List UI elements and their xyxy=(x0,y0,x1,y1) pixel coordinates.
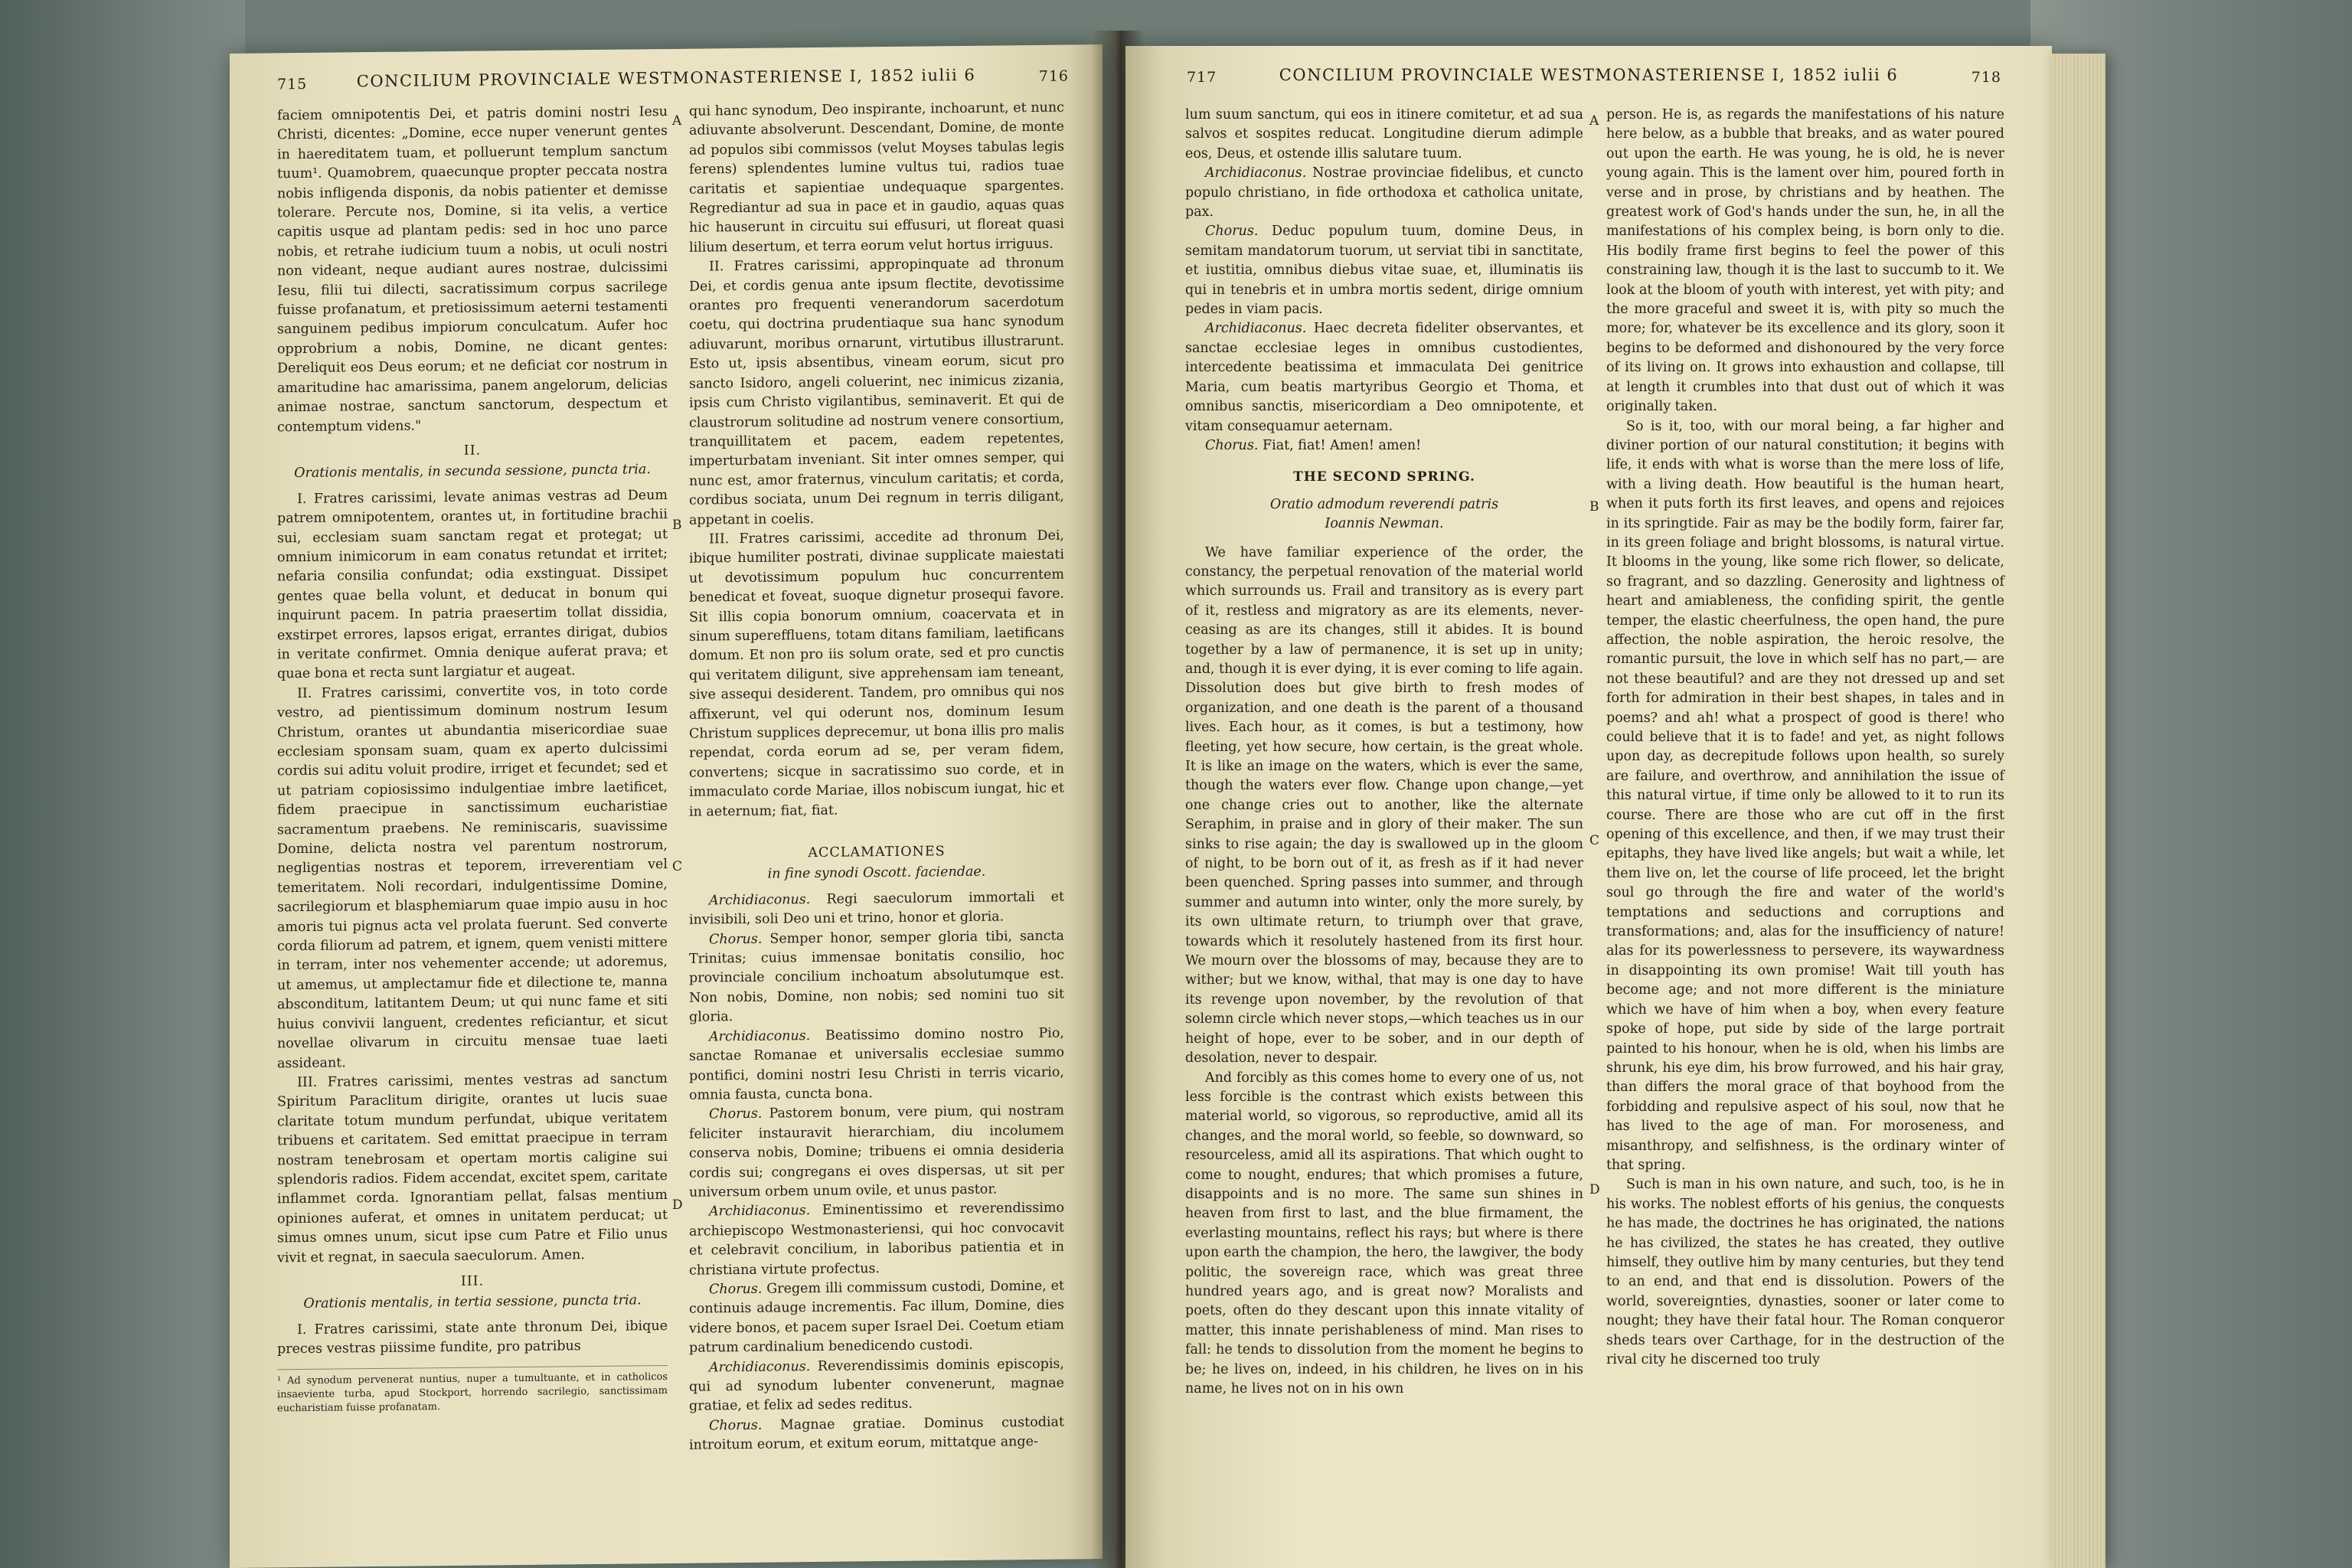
acclamation-text: Semper honor, semper gloria tibi, sancta Trinitas; cuius immensae bonitatis consilio, hoc provinciale concilium inchoatum absolutumque est. Non nobis, Domine, non nobis; sed nomini tuo sit gloria. xyxy=(689,928,1064,1025)
paragraph: I. Fratres carissimi, levate animas vestras ad Deum patrem omnipotentem, orantes ut, in fortitudine brachii sui, ecclesiam suam sanctam regat et protegat; ut omnium inimicorum in eam conatus retundat et irritet; nefaria consilia confundat; odia exstinguat. Dissipet gentes quae bella volunt, et deducat in bonum qui inquirunt pacem. In patria praesertim tollat dissidia, exstirpet errores, lapsos erigat, errantes dirigat, dubios in veritate confirmet. Omnia denique auferat prava; et quae bona et recta sunt largiatur et augeat. xyxy=(277,487,668,682)
paragraph: person. He is, as regards the manifestations of his nature here below, as a bubble that breaks, and as water poured out upon the earth. He was young, he is old, he is never young again. This is the lament over him, poured forth in verse and in prose, by christians and by heathen. The greatest work of God's hands under the sun, he, in all the manifestations of his complex being, is born only to die. His bodily frame first begins to feel the power of this constraining law, though it is the last to succumb to it. We look at the bloom of youth with interest, yet with pity; and the more graceful and sweet it is, with pity so much the more; for, whatever be its excellence and its glory, soon it begins to be deformed and dishonoured by the very force of its living on. It grows into exhaustion and collapse, till at length it crumbles into that dust out of which it was originally taken. xyxy=(1606,107,2004,415)
speaker-label: Chorus. xyxy=(709,931,763,948)
section-subheading: Orationis mentalis, in secunda sessione, puncta tria. xyxy=(294,462,651,482)
acclamation xyxy=(1185,436,1583,456)
section-heading: III. xyxy=(460,1273,485,1289)
speaker-label: Chorus. xyxy=(709,1281,763,1298)
margin-letter-b: B xyxy=(1589,499,1599,514)
margin-letter-c: C xyxy=(1589,833,1600,848)
paragraph: qui hanc synodum, Deo inspirante, inchoarunt, et nunc adiuvante absolverunt. Descendant, Domine, de monte ad populos sibi commissos (velut Moyses tabulas legis ferens) splendentes lumine vultus tui, radios tuae caritatis et sapientiae undequaque spargentes. Regrediantur ad sua in pace et in gaudio, aquas quas hic hauserunt in circuitu sui effusuri, ut floreat quasi lilium desertum, et terra eorum velut hortus irriguus. xyxy=(689,100,1064,256)
speaker-label: Archidiaconus. xyxy=(709,1203,811,1220)
page-number-715: 715 xyxy=(277,75,308,93)
acclamation xyxy=(689,926,1064,1027)
speaker-label: Archidiaconus. xyxy=(709,891,811,909)
desk-background-left xyxy=(0,0,245,1568)
right-book-page xyxy=(1125,46,2052,1568)
page-number-717: 717 xyxy=(1187,69,1217,86)
left-page-column-2 xyxy=(689,99,1064,1456)
acclamation-text: Regi saeculorum immortali et invisibili, soli Deo uni et trino, honor et gloria. xyxy=(689,889,1064,928)
sermon-byline-2: Ioannis Newman. xyxy=(1325,516,1444,532)
paragraph: III. Fratres carissimi, accedite ad thronum Dei, ibique humiliter postrati, divinae supplicate maiestati ut devotissimum populum huc concurrentem benedicat et foveat, suoque dignetur prosequi favore. Sit illis copia bonorum omnium, coacervata et in sinum supereffluens, totam ditans familiam, laetificans domum. Et non pro iis solum orate, sed et pro cunctis qui veritatem diligunt, sive apprehensam iam teneant, sive assequi desiderent. Tandem, pro omnibus qui nos affixerunt, vel qui oderunt nos, dominum Iesum Christum supplices deprecemur, ut bona illis pro malis rependat, corda eorum ad se, per veram fidem, convertens; sicque in sacratissimo suo corde, et in immaculato corde Mariae, illos nobiscum iungat, hic et in aeternum; fiat, fiat. xyxy=(689,528,1064,820)
acclamation-text: Reverendissimis dominis episcopis, qui ad synodum lubenter convenerunt, magnae gratiae, et felix ad sedes reditus. xyxy=(689,1356,1064,1415)
speaker-label: Archidiaconus. xyxy=(709,1358,811,1376)
speaker-label: Archidiaconus. xyxy=(1205,321,1307,337)
paragraph: III. Fratres carissimi, mentes vestras ad sanctum Spiritum Paraclitum dirigite, orantes ut lucis suae claritate totum mundum perfundat, ubique veritatem tribuens et caritatem. Sed emittat praecipue in terram nostram tenebrosam et opertam mortis caligine sui splendoris radios. Fidem accendat, excitet spem, caritate inflammet corda. Ignorantiam pellat, falsas mentium opiniones auferat, et omnes in unitatem perducat; ut simus omnes unum, sicut ipse cum Patre et Filio unus vivit et regnat, in saecula saeculorum. Amen. xyxy=(277,1070,668,1266)
paragraph: And forcibly as this comes home to every one of us, not less forcible is the contrast which exists between this material world, so vigorous, so reproductive, amid all its changes, and the moral world, so feeble, so downward, so resourceless, amid all its aspirations. That which ought to come to nought, endures; that which promises a future, disappoints and is no more. The same sun shines in heaven from first to last, and the blue firmament, the everlasting mountains, reflect his rays; but where is there upon earth the champion, the hero, the lawgiver, the body politic, the sovereign race, which was great three hundred years ago, and is great now? Moralists and poets, often do they descant upon this innate vitality of matter, this innate perishableness of mind. Man rises to fall: he tends to dissolution from the moment he begins to be; he lives on, indeed, in his children, he lives on in his name, he lives not on in his own xyxy=(1185,1070,1583,1396)
right-page-column-1 xyxy=(1185,106,1583,1399)
page-number-718: 718 xyxy=(1971,69,2001,86)
paragraph: faciem omnipotentis Dei, et patris domini nostri Iesu Christi, dicentes: „Domine, ecce nuper venerunt gentes in haereditatem tuam, et polluerunt templum sanctum tuum¹. Quamobrem, quaecunque propter peccata nostra nobis infligenda disponis, da nobis patienter et demisse tolerare. Percute nos, Domine, si ita velis, a vertice capitis usque ad plantam pedis: sed in hoc uno parce nobis, et retrahe iudicium tuum a nobis, ut oculi nostri non videant, neque audiant aures nostrae, dulcissimi Iesu, filii tui dilecti, sacratissimum corpus sacrilege fuisse profanatum, et pretiosissimum aeterni testamenti sanguinem pedibus impiorum conculcatum. Aufer hoc opprobrium a nobis, Domine, ne dicant gentes: Dereliquit eos Deus eorum; et ne deficiat cor nostrum in amaritudine hac amarissima, panem angelorum, delicias animae nostrae, sanctum sanctorum, despectum et contemptum videns." xyxy=(277,104,668,435)
paragraph: II. Fratres carissimi, appropinquate ad thronum Dei, et cordis genua ante ipsum flectite, devotissime orantes pro frequenti venerandorum sacerdotum coetu, qui doctrina prudentiaque sua hanc synodum adiuvarunt, moribus ornarunt, virtutibus illustrarunt. Esto ut, ipsis absentibus, vineam eorum, sicut pro sancto Isidoro, angeli coluerint, nec inimicus zizania, ipsis cum Christo vigilantibus, seminaverit. Et qui de claustrorum solitudine ad nostrum venere consortium, tranquillitatem et pacem, eadem repetentes, imperturbatam inveniant. Sit inter omnes semper, qui nunc est, amor fraternus, vinculum caritatis; et corda, cordibus sociata, unum Dei regnum in terris diligant, appetant in coelis. xyxy=(689,255,1064,528)
acclamation xyxy=(689,1413,1064,1455)
page-number-716: 716 xyxy=(1038,67,1069,85)
margin-letter-a: A xyxy=(1589,113,1599,129)
acclamation xyxy=(689,1024,1064,1106)
left-book-page xyxy=(230,44,1102,1568)
paragraph: So is it, too, with our moral being, a far higher and diviner portion of our natural constitution; it begins with life, it ends with what is worse than the mere loss of life, with a living death. How beautiful is the human heart, when it puts forth its first leaves, and opens and rejoices in its springtide. Fair as may be the bodily form, fairer far, in its green foliage and bright blossoms, is natural virtue. It blooms in the young, like some rich flower, so delicate, so fragrant, and so dazzling. Generosity and lightness of heart and amiableness, the confiding spirit, the gentle temper, the elastic cheerfulness, the open hand, the pure affection, the noble aspiration, the heroic resolve, the romantic pursuit, the love in which self has no part,— are not these beautiful? and are they not dressed up and set forth for admiration in their best shapes, in tales and in poems? and ah! what a prospect of good is there! who could believe that it is to fade! and yet, as night follows upon day, as decrepitude follows upon health, so surely are failure, and overthrow, and annihilation the issue of this natural virtue, if time only be allowed to it to run its course. There are those who are cut off in the first opening of this excellence, and then, if we may trust their epitaphs, they have lived like angels; but wait a while, let them live on, let the course of life proceed, let the bright soul go through the fire and water of the world's temptations and seductions and corruptions and transformations; and, alas for the insufficiency of nature! alas for its powerlessness to persevere, its waywardness in disappointing its own promise! Wait till youth has become age; and not more different is the miniature which we have of him when a boy, when every feature spoke of hope, put side by side of the large portrait painted to his honour, when he is old, when his limbs are shrunk, his eye dim, his brow furrowed, and his hair gray, than differs the moral grace of that boyhood from the forbidding and repulsive aspect of his soul, now that he has lived to the age of man. For moroseness, and misanthropy, and selfishness, is the ordinary winter of that spring. xyxy=(1606,418,2004,1173)
speaker-label: Chorus. xyxy=(709,1417,763,1434)
acclamation xyxy=(689,1277,1064,1359)
acclamation-text: Magnae gratiae. Dominus custodiat introitum eorum, et exitum eorum, mittatque ange- xyxy=(689,1414,1064,1453)
running-title-right: CONCILIUM PROVINCIALE WESTMONASTERIENSE I, 1852 iulii 6 xyxy=(1279,66,1899,84)
paragraph: We have familiar experience of the order, the constancy, the perpetual renovation of the material world which surrounds us. Frail and transitory as is every part of it, restless and migratory as are its elements, never-ceasing as are its changes, still it abides. It is bound together by a law of permanence, it is set up in unity; and, though it is ever dying, it is ever coming to life again. Dissolution does but give birth to fresh modes of organization, and one death is the parent of a thousand lives. Each hour, as it comes, is but a testimony, how fleeting, yet how secure, how certain, is the great whole. It is like an image on the waters, which is ever the same, though the waters ever flow. Change upon change,—yet one change cries out to another, like the alternate Seraphim, in praise and in glory of their maker. The sun sinks to rise again; the day is swallowed up in the gloom of night, to be born out of it, as fresh as if it had never been quenched. Spring passes into summer, and through summer and autumn into winter, only the more surely, by its own ultimate return, to triumph over that grave, towards which it resolutely hastened from its first hour. We mourn over the blossoms of may, because they are to wither; but we know, withal, that may is one day to have its revenge upon november, by the revolution of that solemn circle which never stops,—which teaches us in our height of hope, ever to be sober, and in our depth of desolation, never to despair. xyxy=(1185,544,1583,1067)
left-page-header xyxy=(230,44,1102,100)
footnote: ¹ Ad synodum pervenerat nuntius, nuper a tumultuante, et in catholicos insaeviente turba, apud Stockport, horrendo sacrilegio, sanctissimam eucharistiam fuisse profanatam. xyxy=(277,1365,668,1416)
acclamation xyxy=(689,887,1064,930)
speaker-label: Chorus. xyxy=(709,1106,763,1122)
paragraph: lum suum sanctum, qui eos in itinere comitetur, et ad sua salvos et sospites reducat. Longitudine dierum adimple eos, Deus, et ostende illis salutare tuum. xyxy=(1185,107,1583,162)
speaker-label: Chorus. xyxy=(1205,437,1259,453)
acclamation xyxy=(1185,164,1583,222)
acclamation-text: Fiat, fiat! Amen! amen! xyxy=(1262,437,1422,453)
running-title-left: CONCILIUM PROVINCIALE WESTMONASTERIENSE I, 1852 iulii 6 xyxy=(356,65,976,91)
margin-letter-d: D xyxy=(672,1197,683,1213)
acclamationes-heading: ACCLAMATIONES xyxy=(808,844,946,861)
paragraph: Such is man in his own nature, and such, too, is he in his works. The noblest efforts of his genius, the conquests he has made, the doctrines he has originated, the nations he has civilized, the states he has created, they outlive himself, they outlive him by many centuries, but they tend to an end, and that end is dissolution. Powers of the world, sovereignties, dynasties, sooner or later come to nought; they have their fatal hour. The Roman conqueror sheds tears over Carthage, for in the destruction of the rival city he discerned too truly xyxy=(1606,1177,2004,1367)
acclamation xyxy=(1185,222,1583,319)
paragraph: I. Fratres carissimi, state ante thronum Dei, ibique preces vestras piissime fundite, pro patribus xyxy=(277,1318,668,1357)
acclamation-text: Gregem illi commissum custodi, Domine, et continuis adauge incrementis. Fac illum, Domine, dies videre bonos, et pacem super Israel Dei. Coetum etiam patrum cardinalium benedicendo custodi. xyxy=(689,1278,1064,1356)
margin-letter-d: D xyxy=(1589,1182,1600,1197)
acclamation-text: Deduc populum tuum, domine Deus, in semitam mandatorum tuorum, ut serviat tibi in sanctitate, et iustitia, omnibus diebus vitae suae, et, illuminatis iis qui in tenebris et in umbra mortis sedent, dirige omnium pedes in viam pacis. xyxy=(1185,224,1583,318)
sermon-byline-1: Oratio admodum reverendi patris xyxy=(1269,496,1499,512)
acclamation-text: Pastorem bonum, vere pium, qui nostram feliciter instauravit hierarchiam, diu incolumem conserva nobis, Domine; tribuens ei omnia desideria cordis sui; congregans ei oves dispersas, ut sit per universum orbem unum ovile, et unus pastor. xyxy=(689,1102,1064,1200)
right-page-header xyxy=(1125,46,2052,92)
acclamationes-subheading: in fine synodi Oscott. faciendae. xyxy=(767,864,986,883)
acclamation xyxy=(689,1199,1064,1281)
paragraph: II. Fratres carissimi, convertite vos, in toto corde vestro, ad pientissimum dominum nostrum Iesum Christum, orantes ut abundantia misericordiae suae ecclesiam sponsam suam, quam ex aperto dulcissimi cordis sui aditu voluit prodire, irriget et fecundet; sed et ut patriam copiosissimo indulgentiae imbre laetificet, fidem praecipue in sanctissimum eucharistiae sacramentum praebens. Ne reminiscaris, suavissime Domine, delicta nostra vel parentum nostrorum, negligentias nostras et teporem, irreverentiam vel temeritatem. Noli recordari, indulgentissime Domine, sacrilegiorum et blasphemiarum quae impio ausu in hoc amoris tui pignus acta vel prolata fuerunt. Sed converte corda filiorum ad patrem, et ignem, quem venisti mittere in terram, inter nos vehementer accende; ut adoremus, ut amemus, ut amplectamur fide et dilectione te, manna absconditum, latitantem Deum; ut qui nunc fame et siti huius convivii languent, credentes reficiantur, et sicut novellae olivarum in circuitu mensae tuae laeti assideant. xyxy=(277,681,668,1071)
speaker-label: Chorus. xyxy=(1205,224,1259,240)
speaker-label: Archidiaconus. xyxy=(1205,165,1307,181)
book-page-edges xyxy=(2052,54,2105,1568)
acclamation xyxy=(689,1102,1064,1203)
acclamation xyxy=(689,1354,1064,1416)
acclamation-text: Haec decreta fideliter observantes, et sanctae ecclesiae leges in omnibus custodientes, intercedente beatissima et immaculata Dei genitrice Maria, cum beatis martyribus Georgio et Thoma, et omnibus sanctis, misericordiam a Deo omnipotente, et vitam consequamur aeternam. xyxy=(1185,321,1583,434)
margin-letter-b: B xyxy=(672,517,682,533)
acclamation-text: Eminentissimo et reverendissimo archiepiscopo Westmonasteriensi, qui hoc convocavit et celebravit concilium, in laboribus patientia et in christiana virtute profectus. xyxy=(689,1200,1064,1279)
left-page-column-1 xyxy=(277,103,668,1416)
margin-letter-a: A xyxy=(672,113,682,129)
section-heading: II. xyxy=(463,443,482,459)
acclamation xyxy=(1185,319,1583,436)
right-page-column-2 xyxy=(1606,106,2004,1370)
acclamation-text: Nostrae provinciae fidelibus, et cuncto populo christiano, in fide orthodoxa et catholica unitate, pax. xyxy=(1185,165,1583,220)
section-subheading: Orationis mentalis, in tertia sessione, puncta tria. xyxy=(303,1292,642,1312)
sermon-title: THE SECOND SPRING. xyxy=(1293,469,1475,485)
margin-letter-c: C xyxy=(672,858,683,874)
speaker-label: Archidiaconus. xyxy=(709,1027,811,1045)
acclamation-text: Beatissimo domino nostro Pio, sanctae Romanae et universalis ecclesiae summo pontifici, domini nostri Iesu Christi in terris vicario, omnia fausta, cuncta bona. xyxy=(689,1025,1064,1103)
